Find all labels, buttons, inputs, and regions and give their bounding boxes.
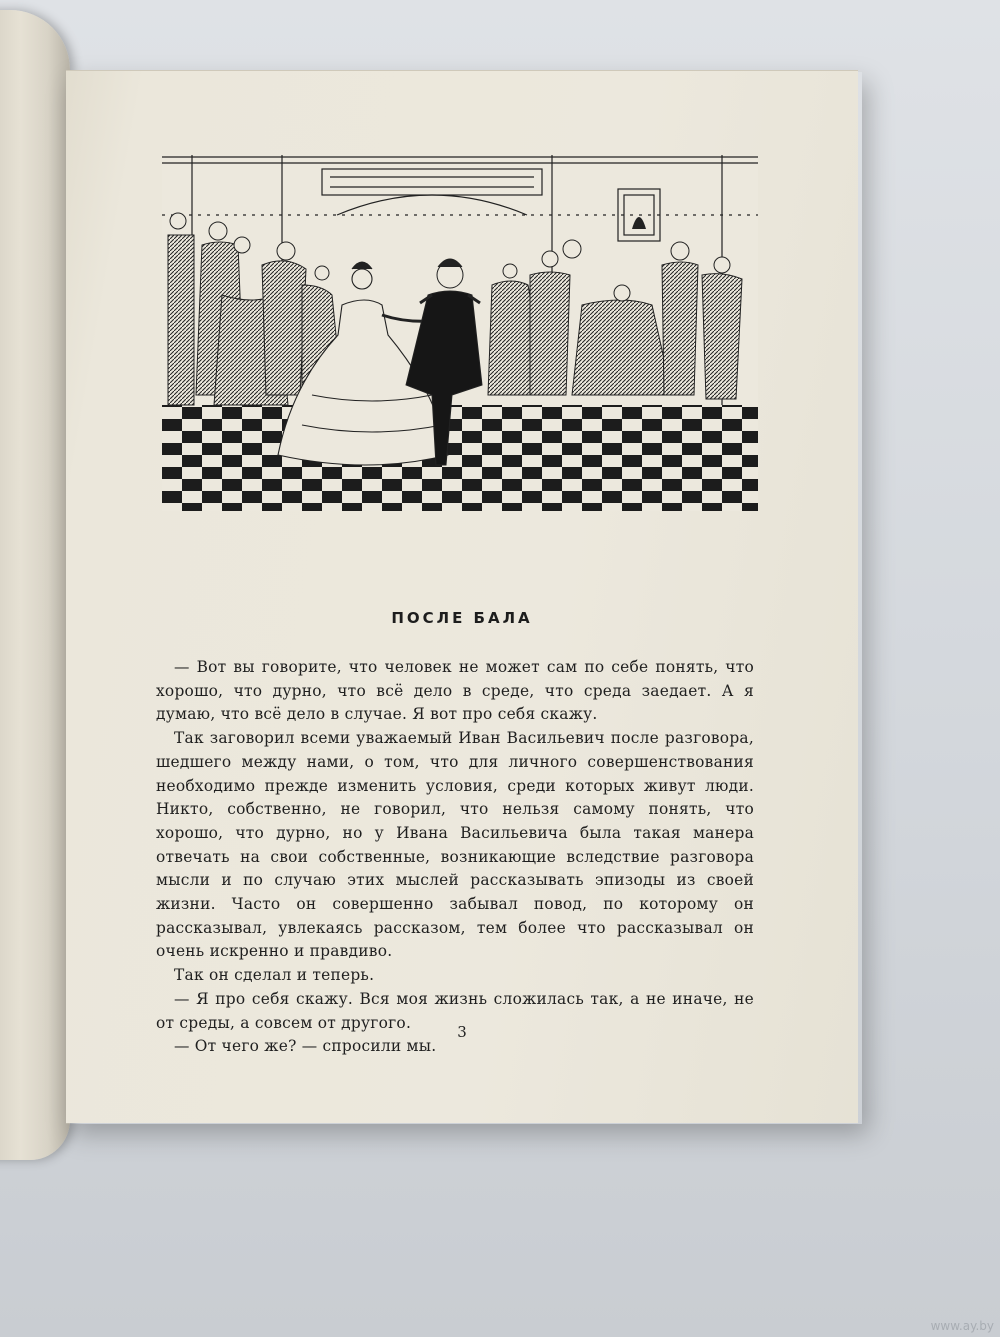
- watermark: www.ay.by: [930, 1319, 994, 1333]
- paragraph: — Вот вы говорите, что человек не может сам по себе понять, что хорошо, что дурно, что всё дело в среде, что среда заедает. А я думаю, что всё дело в случае. Я вот про себя скажу.: [156, 658, 754, 724]
- ballroom-illustration: [162, 155, 758, 511]
- page-number: 3: [457, 1023, 467, 1041]
- paragraph: — Я про себя скажу. Вся моя жизнь сложилась так, а не иначе, не от среды, а совсем от другого.: [156, 989, 754, 1032]
- paragraph: — От чего же? — спросили мы.: [174, 1037, 437, 1056]
- paragraph: Так он сделал и теперь.: [174, 966, 375, 985]
- paragraph: Так заговорил всеми уважаемый Иван Васильевич после разговора, шедшего между нами, о том, что для личного совершенствования необходимо прежде изменить условия, среди которых живут люди. Никто, собственно, не говорил, что нельзя самому понять, что хорошо, что дурно, но у Ивана Васильевича была такая манера отвечать на свои собственные, возникающие вследствие разговора мысли и по случаю этих мыслей рассказывать эпизоды из своей жизни. Часто он совершенно забывал повод, по которому он рассказывал, увлекаясь рассказом, тем более что рассказывал он очень искренно и правдиво.: [156, 729, 754, 961]
- story-text: [156, 656, 754, 1059]
- book-page: [66, 70, 858, 1123]
- chapter-title: ПОСЛЕ БАЛА: [391, 609, 533, 627]
- left-page-edge: [0, 10, 70, 1160]
